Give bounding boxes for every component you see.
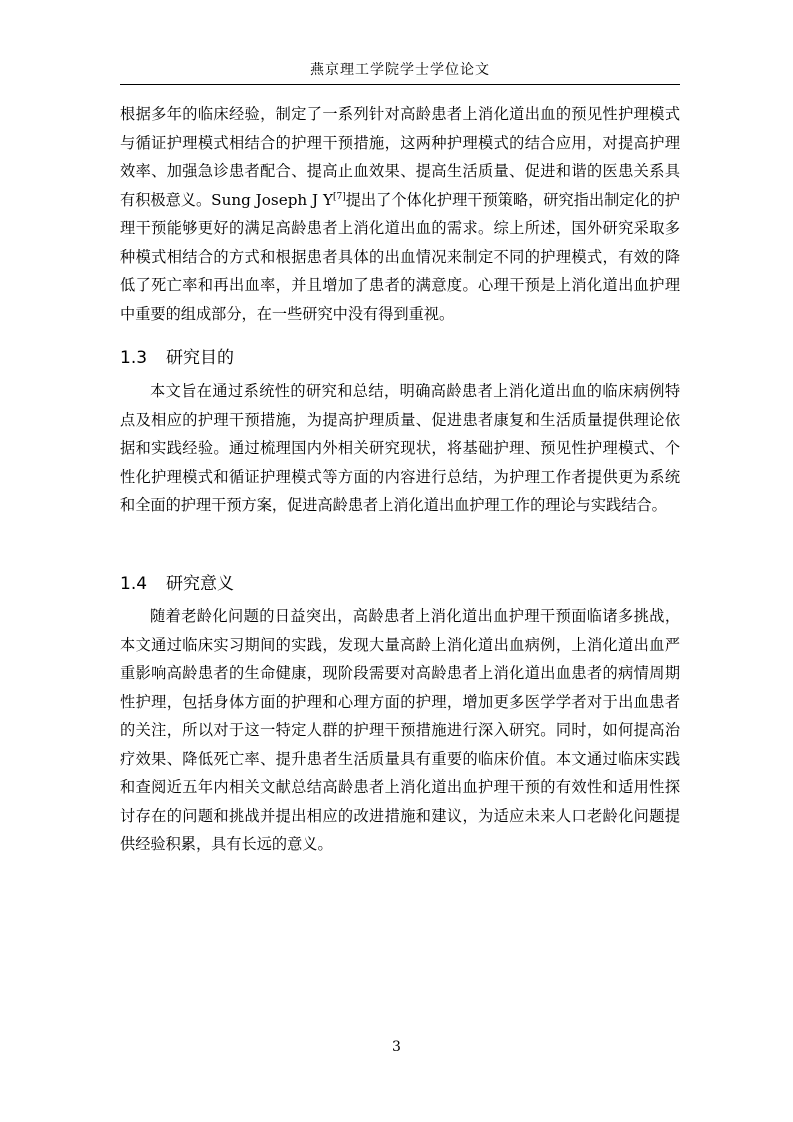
paragraph-intro-continued (120, 100, 680, 328)
paragraph-text: 本文旨在通过系统性的研究和总结，明确高龄患者上消化道出血的临床病例特点及相应的护理干预措施，为提高护理质量、促进患者康复和生活质量提供理论依据和实践经验。通过梳理国内外相关研究现状，将基础护理、预见性护理模式、个性化护理模式和循证护理模式等方面的内容进行总结，为护理工作者提供更为系统和全面的护理干预方案，促进高龄患者上消化道出血护理工作的理论与实践结合。 (120, 382, 680, 514)
section-number: 1.4 (120, 574, 148, 594)
page-number: 3 (392, 1039, 401, 1055)
section-body-1-3 (120, 377, 680, 520)
paragraph-text-after: 提出了个体化护理干预策略，研究指出制定化的护理干预能够更好的满足高龄患者上消化道出血的需求。综上所述，国外研究采取多种模式相结合的方式和根据患者具体的出血情况来制定不同的护理模式，有效的降低了死亡率和再出血率，并且增加了患者的满意度。心理干预是上消化道出血护理中重要的组成部分，在一些研究中没有得到重视。 (120, 190, 680, 323)
section-body-1-4 (120, 602, 680, 859)
running-header: 燕京理工学院学士学位论文 (310, 62, 490, 78)
section-heading-1-4 (120, 572, 680, 596)
section-heading-1-3 (120, 346, 680, 370)
section-title: 研究意义 (166, 574, 234, 594)
section-title: 研究目的 (166, 348, 234, 368)
paragraph-text-before: 根据多年的临床经验，制定了一系列针对高龄患者上消化道出血的预见性护理模式与循证护理模式相结合的护理干预措施，这两种护理模式的结合应用，对提高护理效率、加强急诊患者配合、提高止血效果、提高生活质量、促进和谐的医患关系具有积极意义。Sung Joseph J Y (120, 105, 680, 209)
paragraph-text: 随着老龄化问题的日益突出，高龄患者上消化道出血护理干预面临诸多挑战，本文通过临床实习期间的实践，发现大量高龄上消化道出血病例，上消化道出血严重影响高龄患者的生命健康，现阶段需要对高龄患者上消化道出血患者的病情周期性护理，包括身体方面的护理和心理方面的护理，增加更多医学学者对于出血患者的关注，所以对于这一特定人群的护理干预措施进行深入研究。同时，如何提高治疗效果、降低死亡率、提升患者生活质量具有重要的临床价值。本文通过临床实践和查阅近五年内相关文献总结高龄患者上消化道出血护理干预的有效性和适用性探讨存在的问题和挑战并提出相应的改进措施和建议，为适应未来人口老龄化问题提供经验积累，具有长远的意义。 (120, 607, 680, 853)
paragraph-text (120, 100, 680, 328)
section-number: 1.3 (120, 348, 148, 368)
citation-7: [7] (332, 191, 346, 202)
header-rule (120, 84, 680, 85)
